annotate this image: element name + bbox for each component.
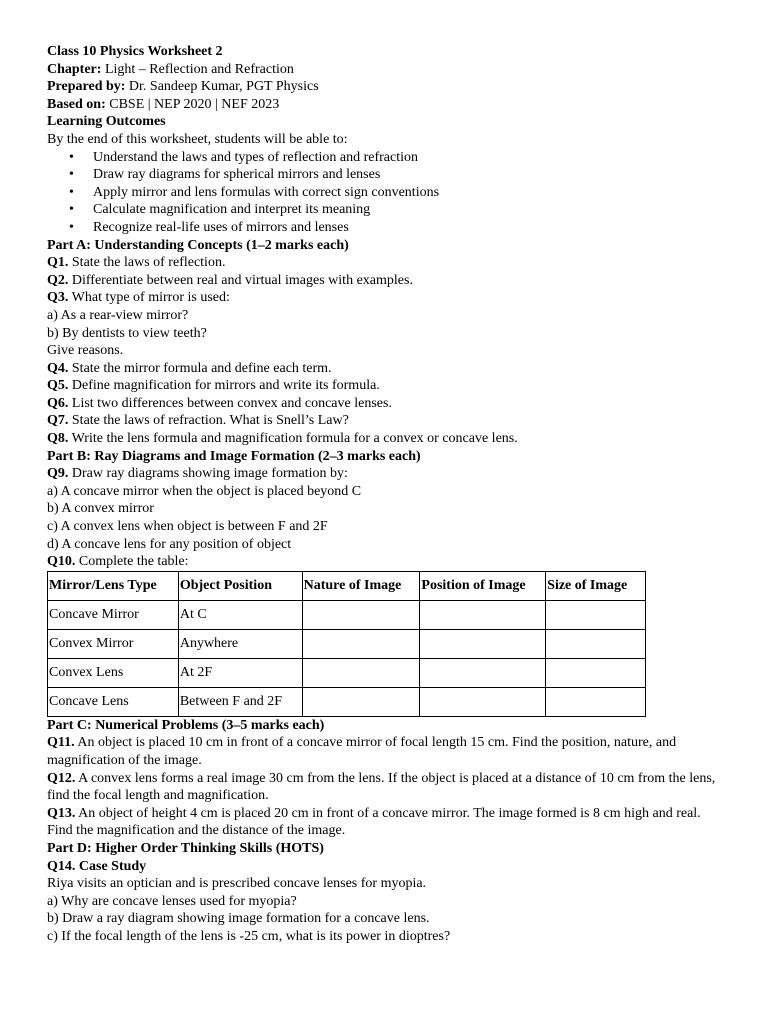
question-q14-heading: Q14. Case Study — [47, 858, 147, 874]
question-q3-a: a) As a rear-view mirror? — [47, 307, 189, 323]
question-q14-c: c) If the focal length of the lens is -25 cm, what is its power in dioptres? — [47, 928, 451, 944]
question-q9-d: d) A concave lens for any position of object — [47, 536, 292, 552]
question-q3-b: b) By dentists to view teeth? — [47, 325, 207, 341]
question-q13: Q13. An object of height 4 cm is placed 20 cm in front of a concave mirror. The image formed is 8 cm high and real. Find the magnification and the distance of the image. — [47, 805, 701, 839]
based-on-line: Based on: CBSE | NEP 2020 | NEF 2023 — [47, 96, 280, 112]
table-cell[interactable] — [302, 658, 420, 687]
question-q12: Q12. A convex lens forms a real image 30 cm from the lens. If the object is placed at a distance of 10 cm from the lens, find the focal length and magnification. — [47, 770, 716, 804]
table-cell: Between F and 2F — [178, 687, 302, 716]
table-row — [48, 658, 646, 687]
question-q14-intro: Riya visits an optician and is prescribed concave lenses for myopia. — [47, 876, 427, 892]
table-cell[interactable] — [302, 629, 420, 658]
prepared-by-line: Prepared by: Dr. Sandeep Kumar, PGT Physics — [47, 79, 319, 95]
question-q9-c: c) A convex lens when object is between F and 2F — [47, 519, 328, 535]
list-item: • Draw ray diagrams for spherical mirrors and lenses — [93, 166, 727, 184]
question-q14-b: b) Draw a ray diagram showing image formation for a concave lens. — [47, 911, 430, 927]
column-header: Nature of Image — [302, 571, 420, 600]
table-cell[interactable] — [302, 687, 420, 716]
table-row — [48, 687, 646, 716]
column-header: Position of Image — [420, 571, 546, 600]
learning-outcomes-intro: By the end of this worksheet, students will be able to: — [47, 131, 348, 147]
learning-outcomes-heading: Learning Outcomes — [47, 114, 166, 130]
table-cell[interactable] — [420, 687, 546, 716]
table-cell: Convex Lens — [48, 658, 179, 687]
question-q4: Q4. State the mirror formula and define each term. — [47, 360, 332, 376]
list-item: • Understand the laws and types of reflection and refraction — [93, 149, 727, 167]
table-cell[interactable] — [546, 658, 646, 687]
question-q3-c: Give reasons. — [47, 343, 124, 359]
table-cell: Concave Lens — [48, 687, 179, 716]
column-header: Size of Image — [546, 571, 646, 600]
list-item: • Apply mirror and lens formulas with correct sign conventions — [93, 184, 727, 202]
question-q11: Q11. An object is placed 10 cm in front of a concave mirror of focal length 15 cm. Find the position, nature, and magnification of the image. — [47, 735, 677, 768]
question-q10: Q10. Complete the table: — [47, 554, 189, 570]
question-q9-a: a) A concave mirror when the object is placed beyond C — [47, 483, 362, 499]
table-row — [48, 629, 646, 658]
question-q6: Q6. List two differences between convex and concave lenses. — [47, 395, 392, 411]
question-q8: Q8. Write the lens formula and magnification formula for a convex or concave lens. — [47, 431, 518, 447]
question-q3: Q3. What type of mirror is used: — [47, 290, 230, 306]
learning-outcomes-list — [47, 149, 727, 237]
list-item: • Recognize real-life uses of mirrors and lenses — [93, 219, 727, 237]
table-cell[interactable] — [546, 629, 646, 658]
table-header-row — [48, 571, 646, 600]
column-header: Object Position — [178, 571, 302, 600]
image-formation-table — [47, 571, 646, 717]
question-q7: Q7. State the laws of refraction. What is Snell’s Law? — [47, 413, 349, 429]
part-a-heading: Part A: Understanding Concepts (1–2 marks each) — [47, 237, 349, 253]
table-cell[interactable] — [420, 629, 546, 658]
table-row — [48, 600, 646, 629]
table-cell[interactable] — [420, 658, 546, 687]
table-cell: Concave Mirror — [48, 600, 179, 629]
table-cell: Anywhere — [178, 629, 302, 658]
table-cell[interactable] — [302, 600, 420, 629]
table-cell: Convex Mirror — [48, 629, 179, 658]
table-cell[interactable] — [546, 687, 646, 716]
question-q14-a: a) Why are concave lenses used for myopia? — [47, 893, 297, 909]
list-item: • Calculate magnification and interpret its meaning — [93, 201, 727, 219]
question-q9-b: b) A convex mirror — [47, 501, 154, 517]
table-cell: At C — [178, 600, 302, 629]
part-c-heading: Part C: Numerical Problems (3–5 marks each) — [47, 717, 325, 733]
column-header: Mirror/Lens Type — [48, 571, 179, 600]
question-q1: Q1. State the laws of reflection. — [47, 255, 226, 271]
part-d-heading: Part D: Higher Order Thinking Skills (HOTS) — [47, 840, 324, 856]
table-cell[interactable] — [546, 600, 646, 629]
question-q5: Q5. Define magnification for mirrors and write its formula. — [47, 378, 380, 394]
table-cell[interactable] — [420, 600, 546, 629]
worksheet-page — [47, 43, 727, 946]
question-q2: Q2. Differentiate between real and virtual images with examples. — [47, 272, 413, 288]
worksheet-title: Class 10 Physics Worksheet 2 — [47, 44, 223, 59]
question-q9: Q9. Draw ray diagrams showing image formation by: — [47, 466, 348, 482]
part-b-heading: Part B: Ray Diagrams and Image Formation (2–3 marks each) — [47, 448, 421, 464]
chapter-line: Chapter: Light – Reflection and Refraction — [47, 61, 294, 77]
table-cell: At 2F — [178, 658, 302, 687]
